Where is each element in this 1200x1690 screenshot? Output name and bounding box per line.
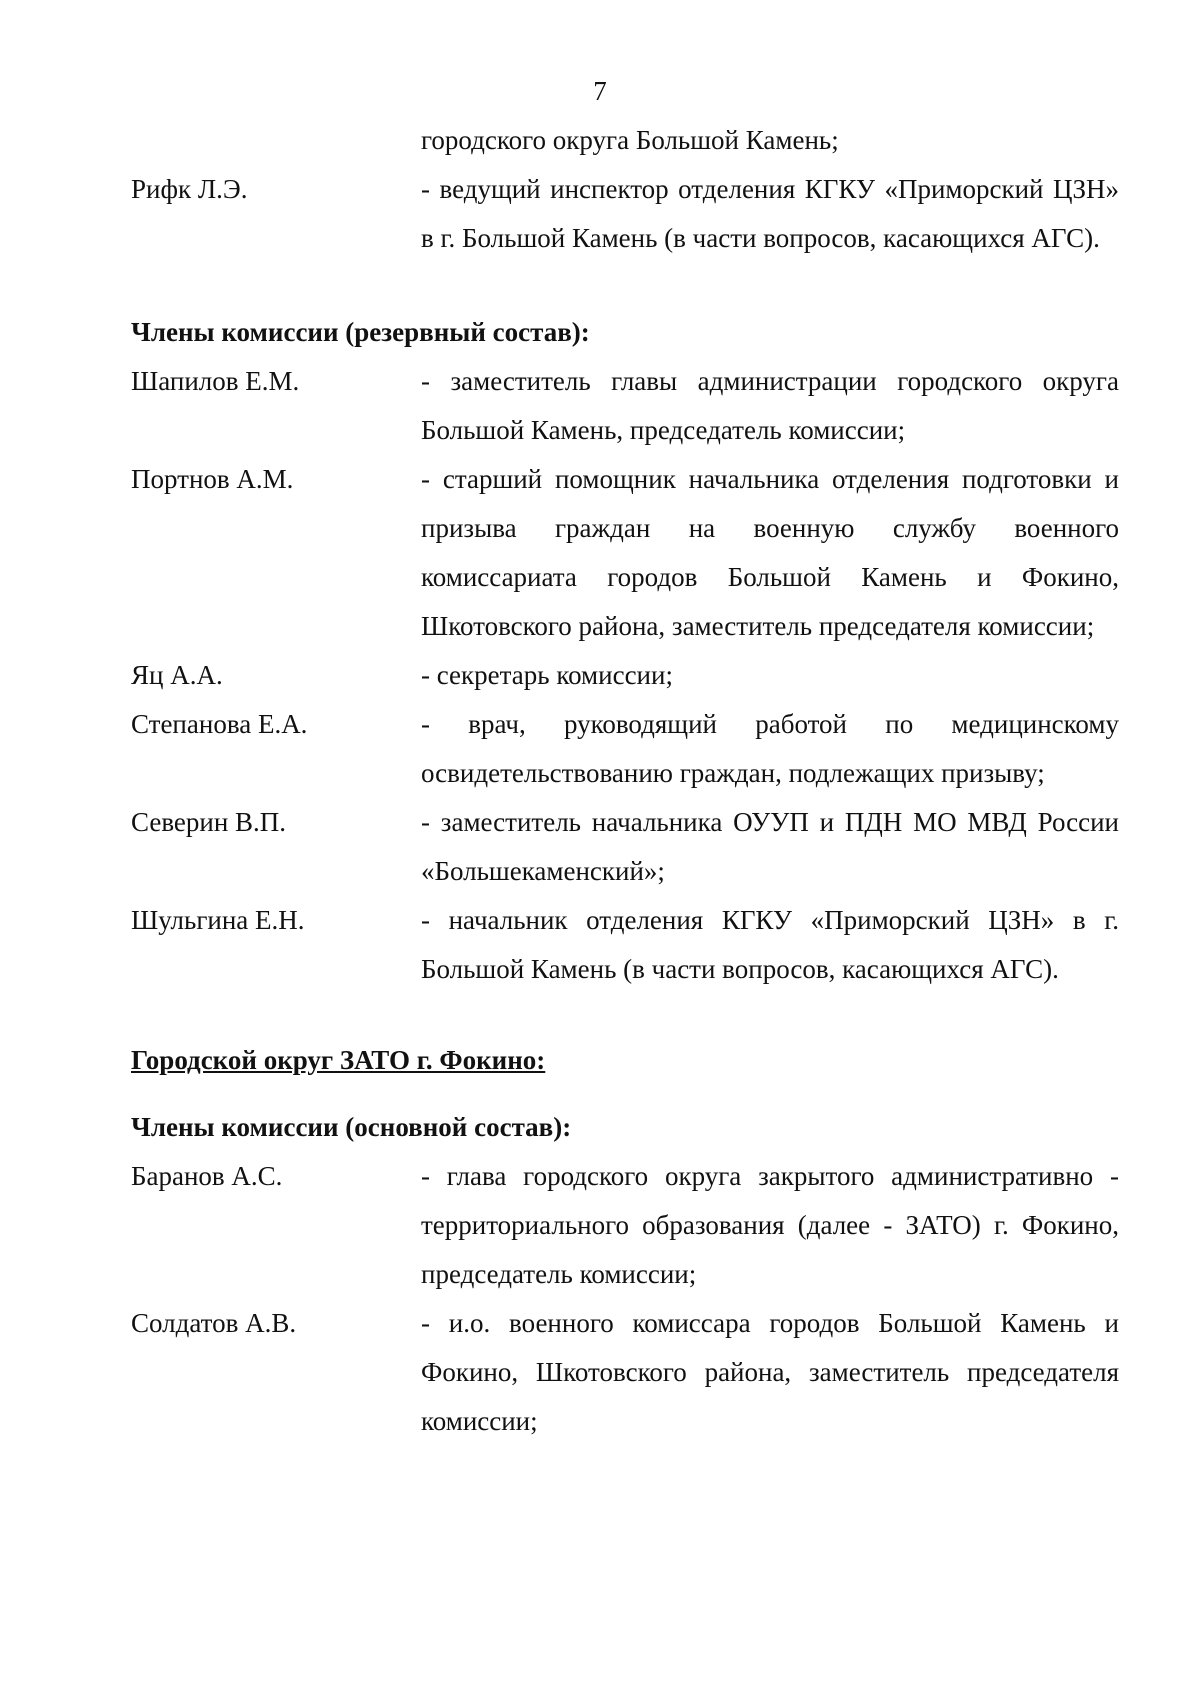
member-row — [131, 455, 1119, 651]
member-description: - ведущий инспектор отделения КГКУ «Приморский ЦЗН» в г. Большой Камень (в части вопросов, касающихся АГС). — [421, 174, 1119, 253]
heading-main-members: Члены комиссии (основной состав): — [131, 1112, 572, 1142]
member-name: Рифк Л.Э. — [131, 174, 248, 204]
member-name: Солдатов А.В. — [131, 1308, 297, 1338]
member-name: Портнов А.М. — [131, 464, 294, 494]
section-heading: Городской округ ЗАТО г. Фокино: — [131, 1045, 546, 1075]
member-row — [131, 357, 1119, 455]
member-description: - врач, руководящий работой по медицинскому освидетельствованию граждан, подлежащих призыву; — [421, 709, 1119, 788]
page-number: 7 — [593, 76, 607, 106]
member-row — [131, 896, 1119, 994]
member-name: Шульгина Е.Н. — [131, 905, 305, 935]
member-name: Степанова Е.А. — [131, 709, 308, 739]
member-row — [131, 1299, 1119, 1446]
heading-reserve-members: Члены комиссии (резервный состав): — [131, 317, 590, 347]
member-row — [131, 1152, 1119, 1299]
member-description: - секретарь комиссии; — [421, 660, 673, 690]
member-description: - заместитель начальника ОУУП и ПДН МО МВД России «Большекаменский»; — [421, 807, 1119, 886]
member-row — [131, 700, 1119, 798]
member-name: Северин В.П. — [131, 807, 287, 837]
member-row — [131, 798, 1119, 896]
member-description: - старший помощник начальника отделения подготовки и призыва граждан на военную службу военного комиссариата городов Большой Камень и Фокино, Шкотовского района, заместитель председателя комиссии; — [421, 464, 1119, 641]
member-description: - заместитель главы администрации городского округа Большой Камень, председатель комиссии; — [421, 366, 1119, 445]
member-name: Яц А.А. — [131, 660, 223, 690]
continuation-line: городского округа Большой Камень; — [421, 125, 839, 155]
member-name: Шапилов Е.М. — [131, 366, 300, 396]
member-description: - глава городского округа закрытого административно - территориального образования (далее - ЗАТО) г. Фокино, председатель комиссии; — [421, 1161, 1119, 1289]
member-row — [131, 651, 1119, 700]
document-body — [131, 116, 1119, 1446]
member-name: Баранов А.С. — [131, 1161, 283, 1191]
member-row — [131, 165, 1119, 263]
member-description: - и.о. военного комиссара городов Большой Камень и Фокино, Шкотовского района, заместитель председателя комиссии; — [421, 1308, 1119, 1436]
member-description: - начальник отделения КГКУ «Приморский ЦЗН» в г. Большой Камень (в части вопросов, касающихся АГС). — [421, 905, 1119, 984]
